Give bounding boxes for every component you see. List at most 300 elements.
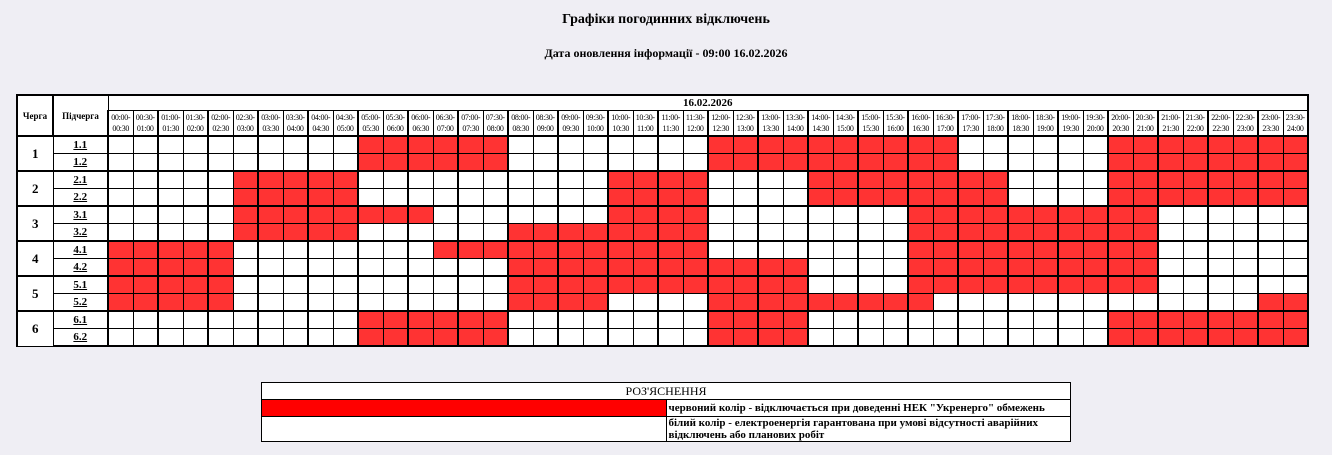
slot-powered xyxy=(358,241,383,259)
slot-outage xyxy=(908,241,933,259)
subqueue-link[interactable]: 1.1 xyxy=(53,136,108,154)
slot-powered xyxy=(1283,259,1308,277)
slot-outage xyxy=(908,276,933,294)
time-slot-header: 19:30- 20:00 xyxy=(1083,111,1108,137)
slot-outage xyxy=(283,206,308,224)
slot-outage xyxy=(608,206,633,224)
slot-powered xyxy=(1283,206,1308,224)
slot-powered xyxy=(1258,206,1283,224)
slot-outage xyxy=(558,259,583,277)
slot-outage xyxy=(908,189,933,207)
slot-outage xyxy=(658,189,683,207)
slot-outage xyxy=(283,189,308,207)
time-slot-header: 03:30- 04:00 xyxy=(283,111,308,137)
slot-powered xyxy=(908,311,933,329)
slot-powered xyxy=(183,154,208,172)
slot-powered xyxy=(1208,294,1233,312)
slot-powered xyxy=(183,224,208,242)
slot-powered xyxy=(858,329,883,347)
slot-outage xyxy=(1133,329,1158,347)
time-slot-header: 21:30- 22:00 xyxy=(1183,111,1208,137)
time-slot-header: 00:00- 00:30 xyxy=(108,111,133,137)
slot-outage xyxy=(733,329,758,347)
slot-powered xyxy=(358,171,383,189)
slot-powered xyxy=(133,329,158,347)
slot-outage xyxy=(483,311,508,329)
slot-outage xyxy=(183,241,208,259)
slot-powered xyxy=(733,171,758,189)
slot-powered xyxy=(433,259,458,277)
slot-powered xyxy=(133,311,158,329)
subqueue-link[interactable]: 2.1 xyxy=(53,171,108,189)
slot-powered xyxy=(783,189,808,207)
slot-powered xyxy=(433,189,458,207)
slot-powered xyxy=(1258,224,1283,242)
slot-powered xyxy=(283,259,308,277)
slot-outage xyxy=(583,224,608,242)
slot-powered xyxy=(433,171,458,189)
time-slot-header: 20:00- 20:30 xyxy=(1108,111,1133,137)
slot-powered xyxy=(208,154,233,172)
slot-powered xyxy=(1183,241,1208,259)
slot-powered xyxy=(1158,294,1183,312)
slot-outage xyxy=(1008,259,1033,277)
slot-outage xyxy=(483,136,508,154)
slot-powered xyxy=(583,206,608,224)
slot-outage xyxy=(1158,189,1183,207)
slot-powered xyxy=(483,224,508,242)
slot-outage xyxy=(233,171,258,189)
slot-outage xyxy=(1183,311,1208,329)
time-slot-header: 01:30- 02:00 xyxy=(183,111,208,137)
slot-powered xyxy=(708,171,733,189)
slot-outage xyxy=(1208,329,1233,347)
slot-outage xyxy=(808,171,833,189)
slot-outage xyxy=(633,189,658,207)
time-slot-header: 12:30- 13:00 xyxy=(733,111,758,137)
slot-powered xyxy=(1058,136,1083,154)
slot-powered xyxy=(433,294,458,312)
slot-powered xyxy=(233,154,258,172)
slot-powered xyxy=(833,224,858,242)
slot-outage xyxy=(683,276,708,294)
slot-powered xyxy=(1033,136,1058,154)
slot-powered xyxy=(1283,276,1308,294)
time-slot-header: 11:00- 11:30 xyxy=(658,111,683,137)
slot-outage xyxy=(758,294,783,312)
slot-powered xyxy=(983,136,1008,154)
slot-powered xyxy=(1008,171,1033,189)
slot-outage xyxy=(583,241,608,259)
slot-powered xyxy=(983,329,1008,347)
slot-powered xyxy=(1058,329,1083,347)
slot-outage xyxy=(333,224,358,242)
slot-outage xyxy=(958,224,983,242)
slot-powered xyxy=(508,311,533,329)
slot-outage xyxy=(758,276,783,294)
slot-outage xyxy=(233,206,258,224)
subqueue-link[interactable]: 6.1 xyxy=(53,311,108,329)
subqueue-link[interactable]: 6.2 xyxy=(53,329,108,347)
slot-powered xyxy=(483,171,508,189)
slot-powered xyxy=(208,224,233,242)
slot-powered xyxy=(233,329,258,347)
slot-powered xyxy=(833,311,858,329)
slot-outage xyxy=(1083,259,1108,277)
slot-outage xyxy=(1058,276,1083,294)
slot-powered xyxy=(458,224,483,242)
slot-outage xyxy=(1108,189,1133,207)
slot-powered xyxy=(1058,189,1083,207)
slot-powered xyxy=(233,294,258,312)
slot-outage xyxy=(283,171,308,189)
slot-outage xyxy=(383,329,408,347)
slot-outage xyxy=(758,311,783,329)
slot-outage xyxy=(1283,171,1308,189)
slot-powered xyxy=(308,136,333,154)
slot-powered xyxy=(458,206,483,224)
slot-outage xyxy=(608,171,633,189)
slot-powered xyxy=(708,241,733,259)
time-slot-header: 01:00- 01:30 xyxy=(158,111,183,137)
time-slot-header: 14:00- 14:30 xyxy=(808,111,833,137)
slot-powered xyxy=(558,206,583,224)
slot-powered xyxy=(733,241,758,259)
slot-powered xyxy=(1083,154,1108,172)
slot-powered xyxy=(1033,329,1058,347)
slot-powered xyxy=(158,206,183,224)
slot-powered xyxy=(258,136,283,154)
slot-powered xyxy=(258,276,283,294)
slot-outage xyxy=(983,276,1008,294)
slot-outage xyxy=(708,259,733,277)
slot-powered xyxy=(133,136,158,154)
slot-powered xyxy=(808,224,833,242)
slot-outage xyxy=(733,294,758,312)
slot-outage xyxy=(1258,154,1283,172)
slot-outage xyxy=(858,294,883,312)
subqueue-link[interactable]: 2.2 xyxy=(53,189,108,207)
slot-powered xyxy=(958,311,983,329)
slot-powered xyxy=(1008,189,1033,207)
slot-powered xyxy=(133,171,158,189)
slot-outage xyxy=(983,171,1008,189)
slot-outage xyxy=(458,311,483,329)
slot-outage xyxy=(683,171,708,189)
slot-powered xyxy=(358,276,383,294)
slot-outage xyxy=(1183,329,1208,347)
slot-powered xyxy=(858,206,883,224)
slot-outage xyxy=(383,154,408,172)
slot-outage xyxy=(133,259,158,277)
slot-powered xyxy=(583,311,608,329)
slot-outage xyxy=(958,276,983,294)
slot-outage xyxy=(783,329,808,347)
slot-outage xyxy=(1033,224,1058,242)
slot-powered xyxy=(833,259,858,277)
slot-powered xyxy=(183,329,208,347)
slot-outage xyxy=(1208,171,1233,189)
slot-outage xyxy=(808,136,833,154)
slot-outage xyxy=(658,224,683,242)
slot-powered xyxy=(633,329,658,347)
slot-outage xyxy=(308,224,333,242)
slot-outage xyxy=(433,241,458,259)
slot-outage xyxy=(583,294,608,312)
slot-outage xyxy=(833,136,858,154)
slot-powered xyxy=(1033,311,1058,329)
slot-powered xyxy=(1183,224,1208,242)
slot-outage xyxy=(408,136,433,154)
subqueue-link[interactable]: 4.1 xyxy=(53,241,108,259)
slot-powered xyxy=(458,189,483,207)
slot-outage xyxy=(833,294,858,312)
slot-powered xyxy=(208,329,233,347)
slot-powered xyxy=(233,276,258,294)
slot-outage xyxy=(1108,276,1133,294)
slot-powered xyxy=(558,329,583,347)
slot-outage xyxy=(1083,206,1108,224)
slot-powered xyxy=(883,241,908,259)
slot-powered xyxy=(1133,294,1158,312)
time-slot-header: 08:00- 08:30 xyxy=(508,111,533,137)
slot-powered xyxy=(183,136,208,154)
slot-outage xyxy=(508,241,533,259)
slot-outage xyxy=(933,224,958,242)
slot-powered xyxy=(658,311,683,329)
slot-outage xyxy=(258,189,283,207)
slot-outage xyxy=(783,136,808,154)
subqueue-link[interactable]: 5.2 xyxy=(53,294,108,312)
slot-powered xyxy=(1233,276,1258,294)
time-slot-header: 04:00- 04:30 xyxy=(308,111,333,137)
slot-outage xyxy=(658,259,683,277)
slot-powered xyxy=(208,136,233,154)
slot-outage xyxy=(633,241,658,259)
slot-powered xyxy=(958,154,983,172)
slot-outage xyxy=(1158,136,1183,154)
slot-powered xyxy=(283,154,308,172)
slot-powered xyxy=(258,259,283,277)
slot-outage xyxy=(458,241,483,259)
time-slot-header: 13:30- 14:00 xyxy=(783,111,808,137)
time-slot-header: 20:30- 21:00 xyxy=(1133,111,1158,137)
slot-powered xyxy=(583,189,608,207)
slot-outage xyxy=(908,206,933,224)
update-info: Дата оновлення інформації - 09:00 16.02.2026 xyxy=(544,46,788,60)
slot-powered xyxy=(633,294,658,312)
slot-outage xyxy=(408,311,433,329)
slot-outage xyxy=(108,276,133,294)
slot-powered xyxy=(708,224,733,242)
slot-outage xyxy=(808,189,833,207)
slot-powered xyxy=(808,276,833,294)
slot-powered xyxy=(383,189,408,207)
slot-powered xyxy=(1233,224,1258,242)
slot-powered xyxy=(483,206,508,224)
slot-outage xyxy=(683,259,708,277)
slot-outage xyxy=(1283,329,1308,347)
slot-powered xyxy=(1008,136,1033,154)
slot-powered xyxy=(408,241,433,259)
slot-outage xyxy=(158,276,183,294)
slot-powered xyxy=(283,241,308,259)
slot-powered xyxy=(408,276,433,294)
subqueue-link[interactable]: 3.2 xyxy=(53,224,108,242)
slot-outage xyxy=(1083,241,1108,259)
slot-powered xyxy=(358,259,383,277)
slot-powered xyxy=(1183,206,1208,224)
slot-powered xyxy=(158,329,183,347)
slot-outage xyxy=(783,154,808,172)
slot-powered xyxy=(1008,154,1033,172)
time-slot-header: 09:00- 09:30 xyxy=(558,111,583,137)
slot-outage xyxy=(883,171,908,189)
slot-powered xyxy=(1258,259,1283,277)
time-slot-header: 04:30- 05:00 xyxy=(333,111,358,137)
slot-outage xyxy=(1008,206,1033,224)
slot-powered xyxy=(583,329,608,347)
slot-outage xyxy=(658,171,683,189)
time-slot-header: 14:30- 15:00 xyxy=(833,111,858,137)
slot-powered xyxy=(258,241,283,259)
slot-powered xyxy=(1233,206,1258,224)
slot-powered xyxy=(1158,224,1183,242)
slot-outage xyxy=(208,276,233,294)
slot-powered xyxy=(508,154,533,172)
slot-powered xyxy=(833,276,858,294)
slot-outage xyxy=(558,224,583,242)
slot-powered xyxy=(1283,241,1308,259)
slot-outage xyxy=(1083,224,1108,242)
slot-powered xyxy=(108,311,133,329)
slot-outage xyxy=(333,206,358,224)
slot-outage xyxy=(1008,241,1033,259)
slot-powered xyxy=(133,154,158,172)
slot-outage xyxy=(908,171,933,189)
slot-powered xyxy=(758,189,783,207)
slot-powered xyxy=(333,276,358,294)
slot-powered xyxy=(608,294,633,312)
slot-powered xyxy=(358,294,383,312)
slot-powered xyxy=(958,329,983,347)
slot-outage xyxy=(483,154,508,172)
slot-powered xyxy=(808,311,833,329)
slot-outage xyxy=(1258,171,1283,189)
slot-outage xyxy=(933,276,958,294)
slot-outage xyxy=(1108,241,1133,259)
slot-outage xyxy=(1158,329,1183,347)
slot-powered xyxy=(183,311,208,329)
slot-powered xyxy=(483,259,508,277)
slot-outage xyxy=(708,276,733,294)
subqueue-link[interactable]: 4.2 xyxy=(53,259,108,277)
time-slot-header: 09:30- 10:00 xyxy=(583,111,608,137)
slot-outage xyxy=(1133,276,1158,294)
slot-powered xyxy=(308,241,333,259)
subqueue-link[interactable]: 1.2 xyxy=(53,154,108,172)
slot-outage xyxy=(1133,224,1158,242)
slot-outage xyxy=(1108,206,1133,224)
slot-powered xyxy=(1108,294,1133,312)
slot-outage xyxy=(883,136,908,154)
slot-powered xyxy=(783,224,808,242)
slot-powered xyxy=(183,206,208,224)
slot-powered xyxy=(308,294,333,312)
slot-outage xyxy=(658,276,683,294)
slot-powered xyxy=(883,311,908,329)
slot-powered xyxy=(1008,311,1033,329)
slot-powered xyxy=(783,206,808,224)
slot-outage xyxy=(883,154,908,172)
slot-outage xyxy=(933,136,958,154)
slot-powered xyxy=(108,154,133,172)
slot-outage xyxy=(233,189,258,207)
time-slot-header: 23:00- 23:30 xyxy=(1258,111,1283,137)
slot-powered xyxy=(558,136,583,154)
slot-powered xyxy=(208,171,233,189)
slot-outage xyxy=(1158,154,1183,172)
slot-outage xyxy=(383,206,408,224)
slot-powered xyxy=(708,206,733,224)
slot-powered xyxy=(508,171,533,189)
slot-outage xyxy=(758,259,783,277)
time-slot-header: 15:30- 16:00 xyxy=(883,111,908,137)
time-slot-header: 17:30- 18:00 xyxy=(983,111,1008,137)
slot-outage xyxy=(633,259,658,277)
slot-powered xyxy=(883,329,908,347)
slot-outage xyxy=(633,276,658,294)
queue-number: 1 xyxy=(17,136,53,171)
slot-outage xyxy=(633,171,658,189)
slot-outage xyxy=(158,294,183,312)
slot-powered xyxy=(383,171,408,189)
slot-powered xyxy=(933,294,958,312)
slot-outage xyxy=(983,224,1008,242)
slot-outage xyxy=(1033,206,1058,224)
slot-outage xyxy=(533,259,558,277)
slot-powered xyxy=(683,329,708,347)
slot-outage xyxy=(458,154,483,172)
slot-outage xyxy=(1083,276,1108,294)
slot-outage xyxy=(983,259,1008,277)
slot-powered xyxy=(1083,171,1108,189)
slot-outage xyxy=(683,206,708,224)
slot-outage xyxy=(1058,206,1083,224)
slot-powered xyxy=(583,171,608,189)
slot-powered xyxy=(883,206,908,224)
slot-outage xyxy=(1108,259,1133,277)
slot-powered xyxy=(533,171,558,189)
subqueue-link[interactable]: 5.1 xyxy=(53,276,108,294)
subqueue-link[interactable]: 3.1 xyxy=(53,206,108,224)
slot-outage xyxy=(1258,311,1283,329)
slot-outage xyxy=(858,136,883,154)
legend-red-label: червоний колір - відключається при доведенні НЕК "Укренерго" обмежень xyxy=(666,400,1071,417)
slot-powered xyxy=(1258,241,1283,259)
slot-powered xyxy=(158,224,183,242)
slot-powered xyxy=(783,171,808,189)
slot-powered xyxy=(908,329,933,347)
slot-outage xyxy=(1133,206,1158,224)
slot-outage xyxy=(1233,189,1258,207)
slot-outage xyxy=(683,189,708,207)
slot-powered xyxy=(1233,241,1258,259)
slot-outage xyxy=(283,224,308,242)
slot-powered xyxy=(608,311,633,329)
slot-outage xyxy=(808,154,833,172)
slot-powered xyxy=(1208,206,1233,224)
